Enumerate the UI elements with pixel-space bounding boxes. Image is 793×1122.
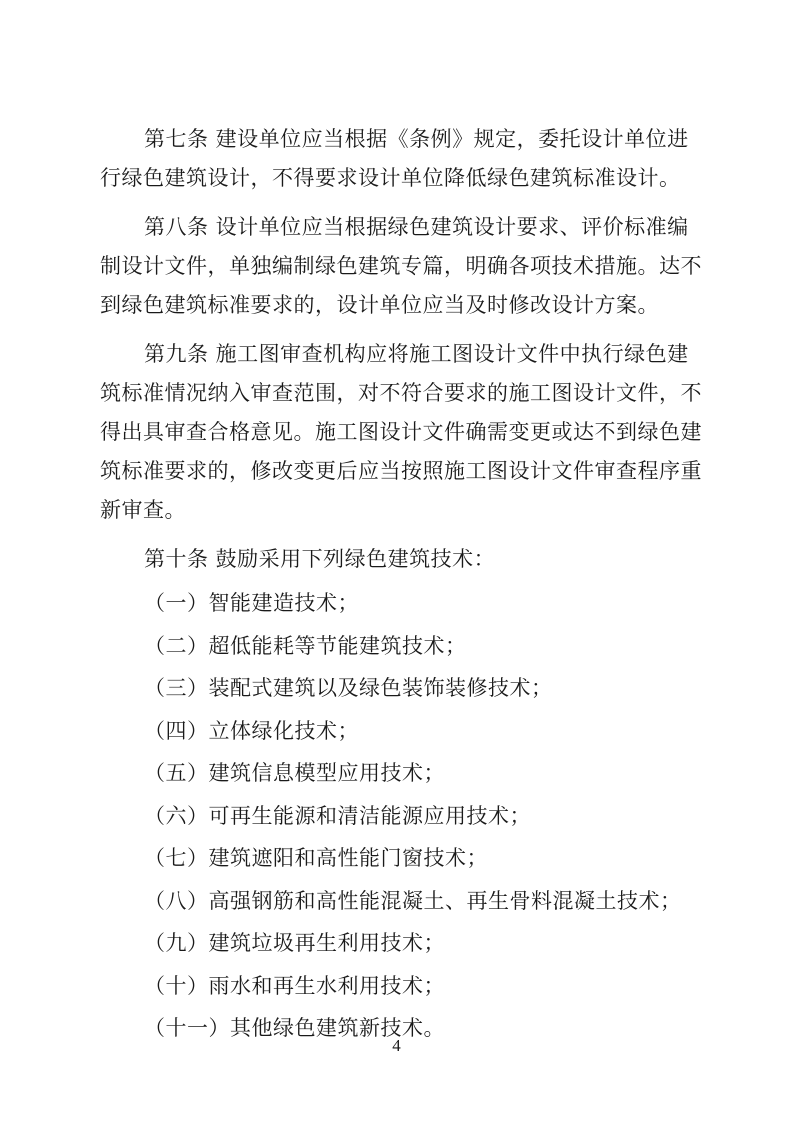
text-line: 第十条 鼓励采用下列绿色建筑技术： [144,547,496,571]
text-line: 行绿色建筑设计，不得要求设计单位降低绿色建筑标准设计。 [100,166,681,190]
list-item: （一）智能建造技术； [144,591,359,615]
list-item: （七）建筑遮阳和高性能门窗技术； [144,846,488,870]
list-item: （八）高强钢筋和高性能混凝土、再生骨料混凝土技术； [144,889,682,913]
page-number: 4 [392,1036,401,1055]
list-item: （十）雨水和再生水利用技术； [144,974,445,998]
list-item: （四）立体绿化技术； [144,719,359,743]
text-line: 到绿色建筑标准要求的，设计单位应当及时修改设计方案。 [100,293,659,317]
list-item: （三）装配式建筑以及绿色装饰装修技术； [144,676,553,700]
list-item: （九）建筑垃圾再生利用技术； [144,931,445,955]
list-item: （六）可再生能源和清洁能源应用技术； [144,804,531,828]
text-line: 筑标准情况纳入审查范围，对不符合要求的施工图设计文件，不 [100,381,702,405]
text-line: 第七条 建设单位应当根据《条例》规定，委托设计单位进 [144,127,689,151]
list-item: （二）超低能耗等节能建筑技术； [144,634,467,658]
text-line: 得出具审查合格意见。施工图设计文件确需变更或达不到绿色建 [100,420,702,444]
list-item: （十一）其他绿色建筑新技术。 [144,1016,445,1040]
text-line: 新审查。 [100,498,186,522]
text-line: 第九条 施工图审查机构应将施工图设计文件中执行绿色建 [144,342,689,366]
text-line: 制设计文件，单独编制绿色建筑专篇，明确各项技术措施。达不 [100,254,702,278]
text-line: 筑标准要求的，修改变更后应当按照施工图设计文件审查程序重 [100,459,702,483]
list-item: （五）建筑信息模型应用技术； [144,761,445,785]
text-line: 第八条 设计单位应当根据绿色建筑设计要求、评价标准编 [144,215,689,239]
